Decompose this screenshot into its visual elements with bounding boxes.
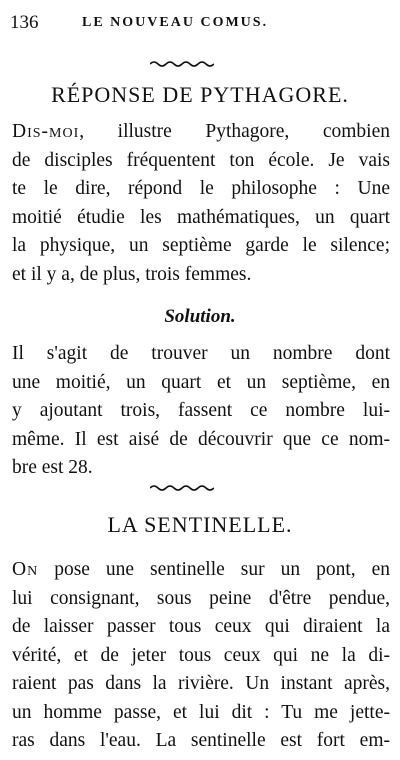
- paragraph-solution: [12, 340, 390, 483]
- flourish-icon: [150, 484, 214, 492]
- paragraph-line: la physique, un septième garde le silence;: [12, 235, 390, 256]
- paragraph-line-text: pose une sentinelle sur un pont, en: [38, 559, 390, 580]
- flourish-ornament: [150, 60, 214, 68]
- flourish-icon: [150, 60, 214, 68]
- paragraph-line: lui consignant, sous peine d'être pendue,: [12, 587, 390, 609]
- paragraph-line: un homme passe, et lui dit : Tu me jette-: [12, 701, 390, 723]
- paragraph-sentinelle: [12, 556, 390, 756]
- page-number: 136: [10, 12, 39, 33]
- paragraph-line: Il s'agit de trouver un nombre dont: [12, 343, 390, 364]
- paragraph-line: de disciples fréquentent ton école. Je vais: [12, 149, 390, 171]
- paragraph-line-text: , illustre Pythagore, combien: [79, 121, 390, 142]
- paragraph-line: vérité, et de jeter tous ceux qui ne la di-: [12, 644, 390, 666]
- paragraph-line: même. Il est aisé de découvrir que ce nom-: [12, 428, 390, 450]
- paragraph-line: [12, 118, 390, 147]
- paragraph-lead: On: [12, 559, 39, 580]
- paragraph-line: et il y a, de plus, trois femmes.: [12, 263, 252, 285]
- paragraph-line: une moitié, un quart et un septième, en: [12, 371, 390, 393]
- paragraph-line: ras dans l'eau. La sentinelle est fort em-: [12, 730, 390, 751]
- section-heading-sentinelle: LA SENTINELLE.: [107, 512, 293, 537]
- paragraph-line: de laisser passer tous ceux qui diraient la: [12, 616, 390, 637]
- paragraph-line: y ajoutant trois, fassent ce nombre lui-: [12, 400, 390, 421]
- paragraph-line: raient pas dans la rivière. Un instant après,: [12, 673, 390, 694]
- flourish-ornament: [150, 484, 214, 492]
- running-head: [10, 12, 386, 38]
- section-heading-pythagore: RÉPONSE DE PYTHAGORE.: [51, 82, 349, 107]
- paragraph-lead: Dis-moi: [12, 121, 80, 142]
- paragraph-line: [12, 556, 390, 585]
- paragraph-line: bre est 28.: [12, 457, 93, 478]
- solution-heading: Solution.: [164, 306, 236, 327]
- paragraph-line: te le dire, répond le philosophe : Une: [12, 178, 390, 199]
- running-title: LE NOUVEAU COMUS.: [82, 15, 269, 30]
- paragraph-line: moitié étudie les mathématiques, un quart: [12, 206, 390, 228]
- paragraph-pythagore: [12, 118, 390, 289]
